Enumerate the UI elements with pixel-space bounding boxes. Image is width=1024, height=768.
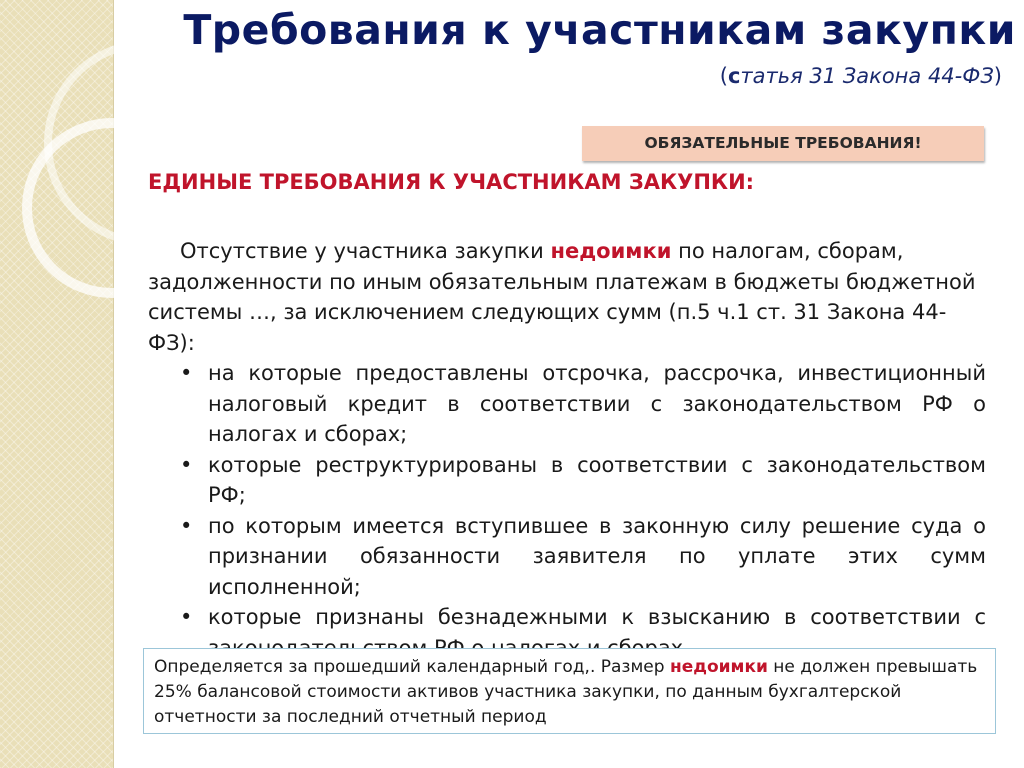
mandatory-requirements-badge: ОБЯЗАТЕЛЬНЫЕ ТРЕБОВАНИЯ! bbox=[582, 126, 984, 161]
intro-highlight: недоимки bbox=[550, 239, 672, 263]
subtitle-first-letter: с bbox=[727, 64, 741, 88]
subtitle-text: татья 31 Закона 44-ФЗ bbox=[740, 64, 994, 88]
slide-title: Требования к участникам закупки bbox=[183, 6, 1016, 54]
callout-text-after: не должен превышать 25% балансовой стоимости активов участника закупки, по данным бухгалтерской отчетности за последний отчетный период bbox=[154, 657, 978, 727]
callout-highlight: недоимки bbox=[669, 657, 768, 677]
intro-text-before: Отсутствие у участника закупки bbox=[180, 239, 551, 263]
slide-subtitle bbox=[720, 64, 1002, 88]
list-item: • которые реструктурированы в соответствии с законодательством РФ; bbox=[208, 450, 986, 511]
subtitle-close-paren: ) bbox=[993, 64, 1002, 88]
intro-text-after: по налогам, сборам, задолженности по иным обязательным платежам в бюджеты бюджетной системы …, за исключением следующих сумм (п.5 ч.1 ст. 31 Закона 44-ФЗ): bbox=[148, 239, 976, 355]
callout-text-before: Определяется за прошедший календарный год,. Размер bbox=[154, 657, 670, 677]
list-item: • которые признаны безнадежными к взысканию в соответствии с bbox=[208, 602, 986, 663]
arrears-note-callout bbox=[143, 648, 996, 734]
section-heading: ЕДИНЫЕ ТРЕБОВАНИЯ К УЧАСТНИКАМ ЗАКУПКИ: bbox=[148, 170, 755, 194]
list-item: • на которые предоставлены отсрочка, рассрочка, инвестиционный налоговый кредит в соответствии с законодательством РФ о налогах и сборах; bbox=[208, 358, 986, 450]
intro-paragraph bbox=[148, 236, 986, 358]
subtitle-open-paren: ( bbox=[719, 64, 728, 88]
list-item: • по которым имеется вступившее в законную силу решение суда о признании обязанности заявителя по уплате этих сумм исполненной; bbox=[208, 511, 986, 603]
main-content bbox=[148, 236, 986, 643]
exceptions-list bbox=[148, 358, 986, 663]
